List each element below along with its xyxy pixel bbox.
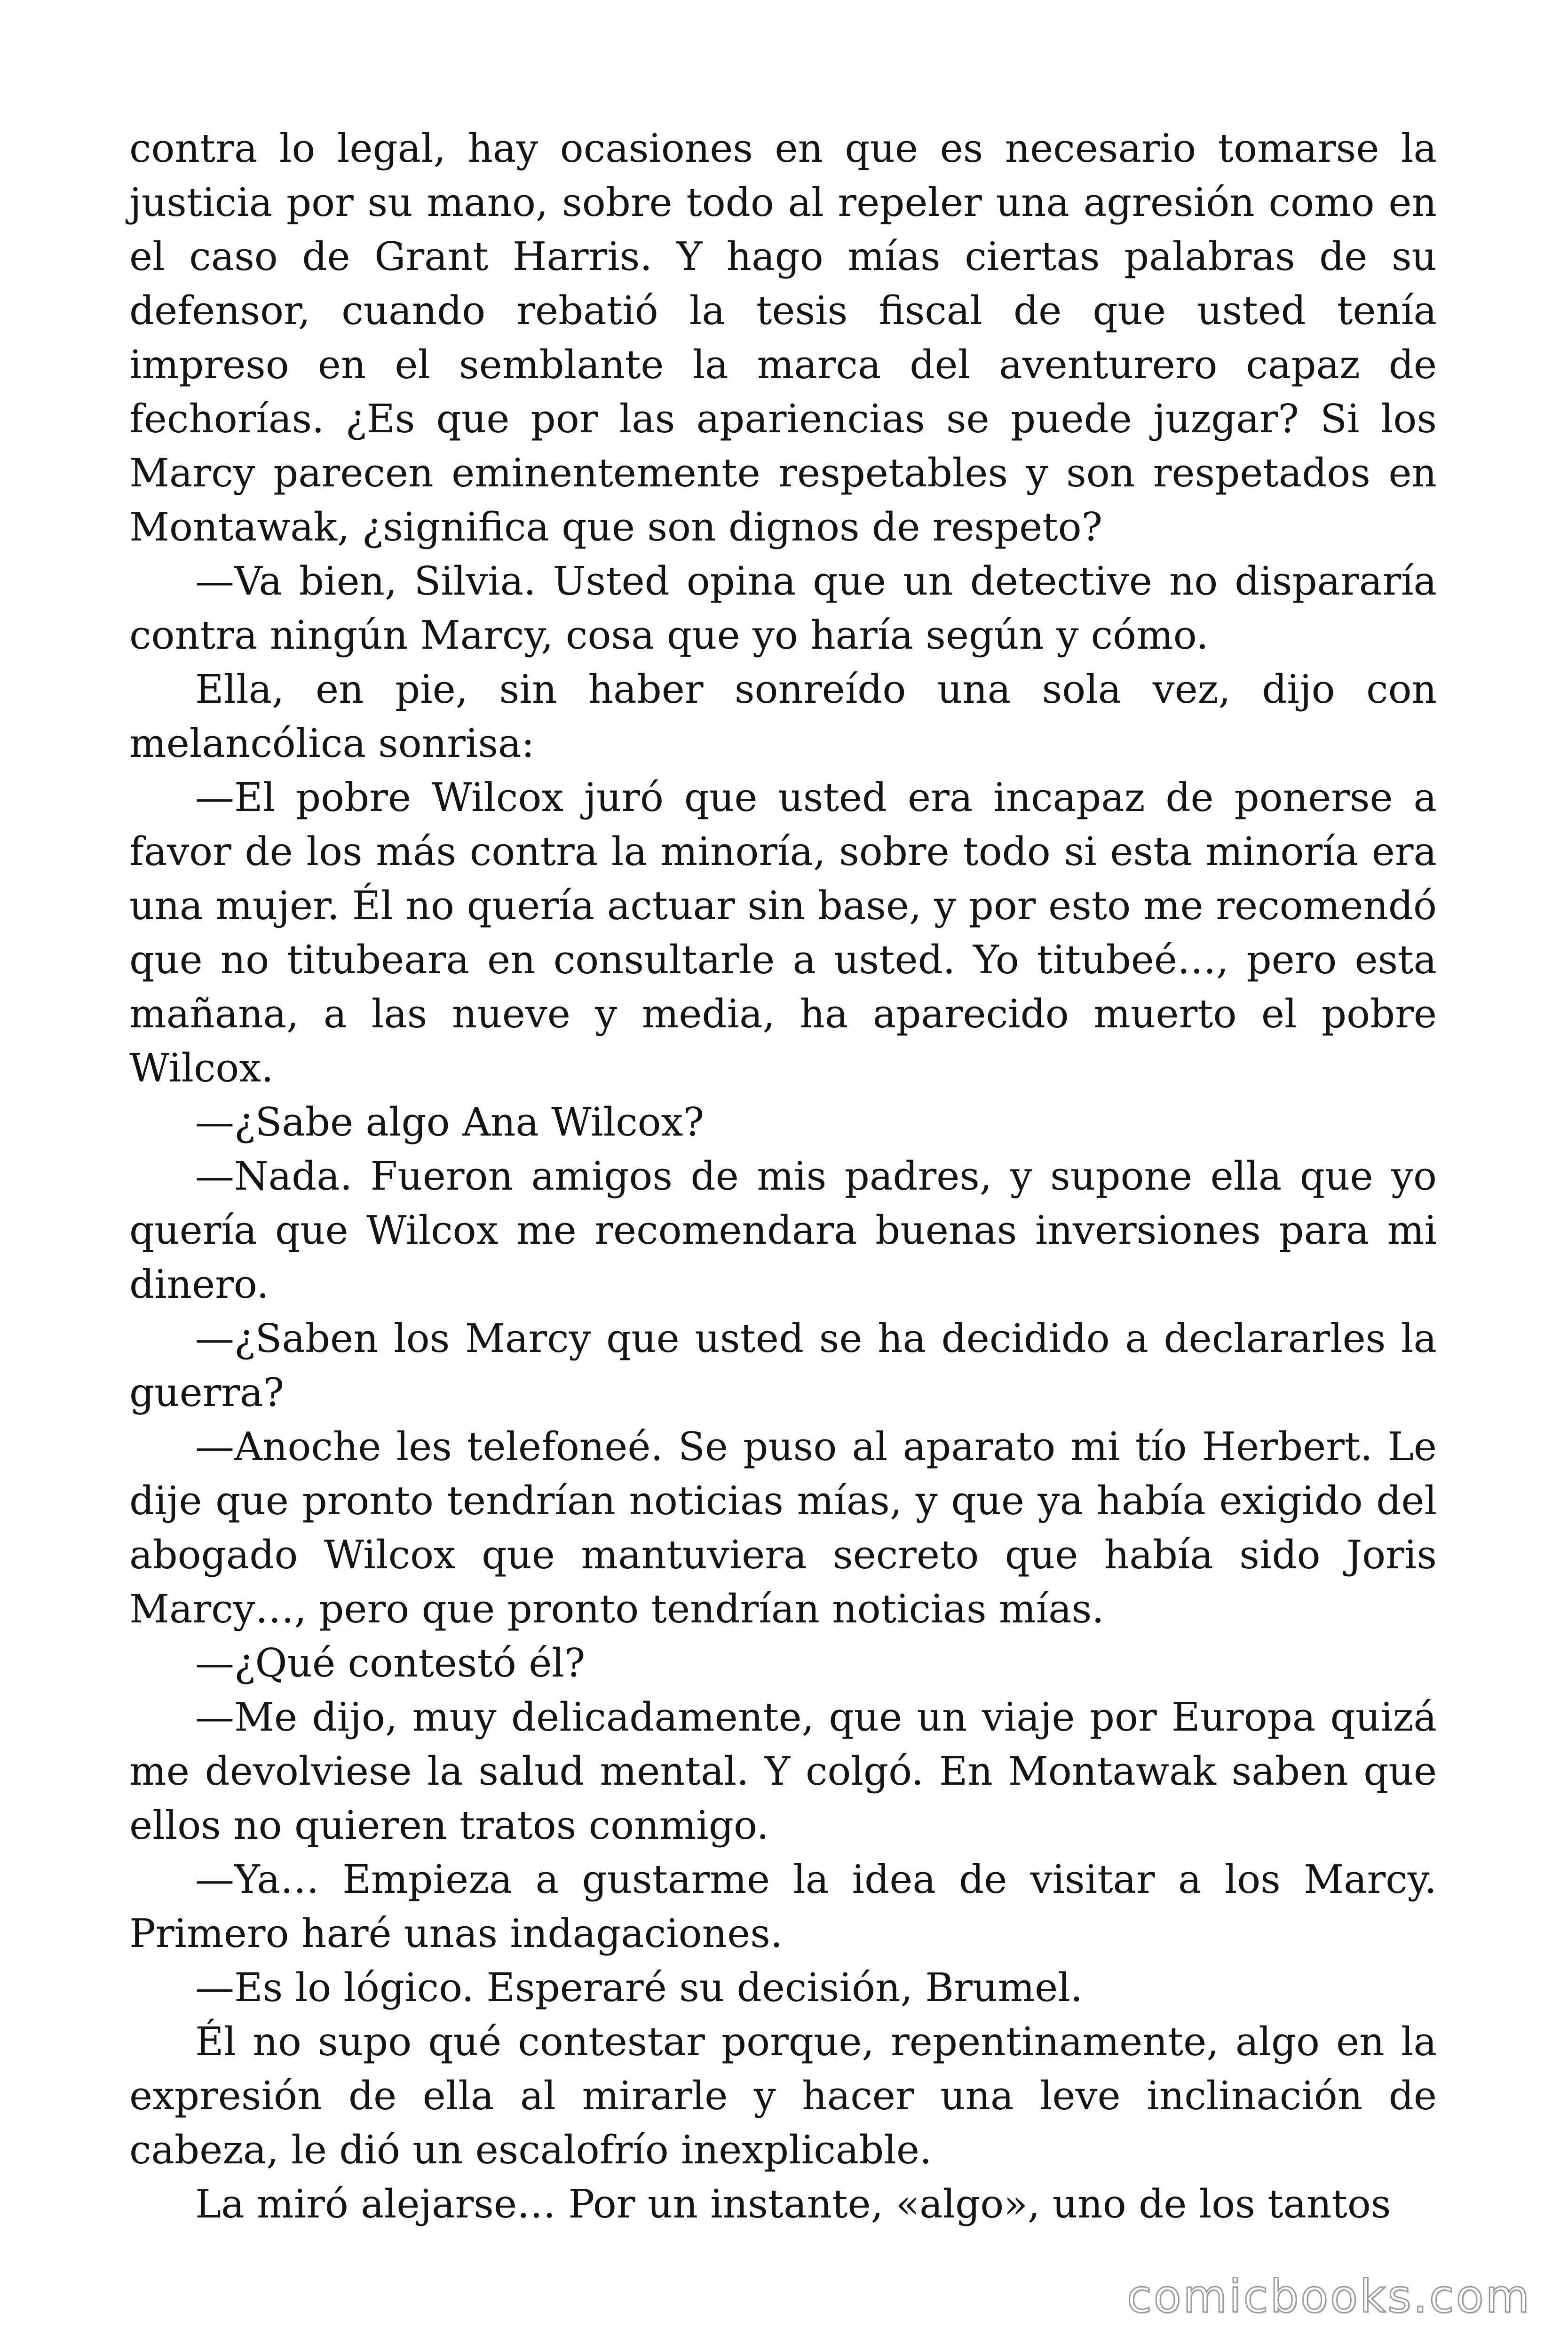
book-page xyxy=(129,121,1437,2231)
paragraph: —Ya… Empieza a gustarme la idea de visitar a los Marcy. Primero haré unas indagaciones. xyxy=(129,1857,1437,1956)
paragraph: —El pobre Wilcox juró que usted era incapaz de ponerse a favor de los más contra la minoría, sobre todo si esta minoría era una mujer. Él no quería actuar sin base, y por esto me recomendó que no titubeara en consultarle a usted. Yo titubeé…, pero esta mañana, a las nueve y media, ha aparecido muerto el pobre Wilcox. xyxy=(129,775,1437,1091)
paragraph: —Me dijo, muy delicadamente, que un viaje por Europa quizá me devolviese la salud mental. Y colgó. En Montawak saben que ellos no quieren tratos conmigo. xyxy=(129,1694,1437,1848)
paragraph: —Anoche les telefoneé. Se puso al aparato mi tío Herbert. Le dije que pronto tendrían noticias mías, y que ya había exigido del abogado Wilcox que mantuviera secreto que había sido Joris Marcy…, pero que pronto tendrían noticias mías. xyxy=(129,1424,1437,1632)
paragraph: —¿Sabe algo Ana Wilcox? xyxy=(195,1099,704,1145)
watermark: comicbooks.com xyxy=(1126,2270,1531,2323)
paragraph: contra lo legal, hay ocasiones en que es necesario tomarse la justicia por su mano, sobre todo al repeler una agresión como en el caso de Grant Harris. Y hago mías ciertas palabras de su defensor, cuando rebatió la tesis fiscal de que usted tenía impreso en el semblante la marca del aventurero capaz de fechorías. ¿Es que por las apariencias se puede juzgar? Si los Marcy parecen eminentemente respetables y son respetados en Montawak, ¿significa que son dignos de respeto? xyxy=(129,126,1437,550)
paragraph: Ella, en pie, sin haber sonreído una sola vez, dijo con melancólica sonrisa: xyxy=(129,667,1437,766)
paragraph: La miró alejarse… Por un instante, «algo», uno de los tantos xyxy=(195,2181,1391,2227)
paragraph: —¿Qué contestó él? xyxy=(195,1640,586,1686)
paragraph: —Va bien, Silvia. Usted opina que un detective no dispararía contra ningún Marcy, cosa que yo haría según y cómo. xyxy=(129,558,1437,658)
paragraph: —¿Saben los Marcy que usted se ha decidido a declararles la guerra? xyxy=(129,1316,1437,1415)
paragraph: —Nada. Fueron amigos de mis padres, y supone ella que yo quería que Wilcox me recomendara buenas inversiones para mi dinero. xyxy=(129,1153,1437,1307)
paragraph: Él no supo qué contestar porque, repentinamente, algo en la expresión de ella al mirarle y hacer una leve inclinación de cabeza, le dió un escalofrío inexplicable. xyxy=(129,2019,1437,2173)
paragraph: —Es lo lógico. Esperaré su decisión, Brumel. xyxy=(195,1965,1083,2010)
